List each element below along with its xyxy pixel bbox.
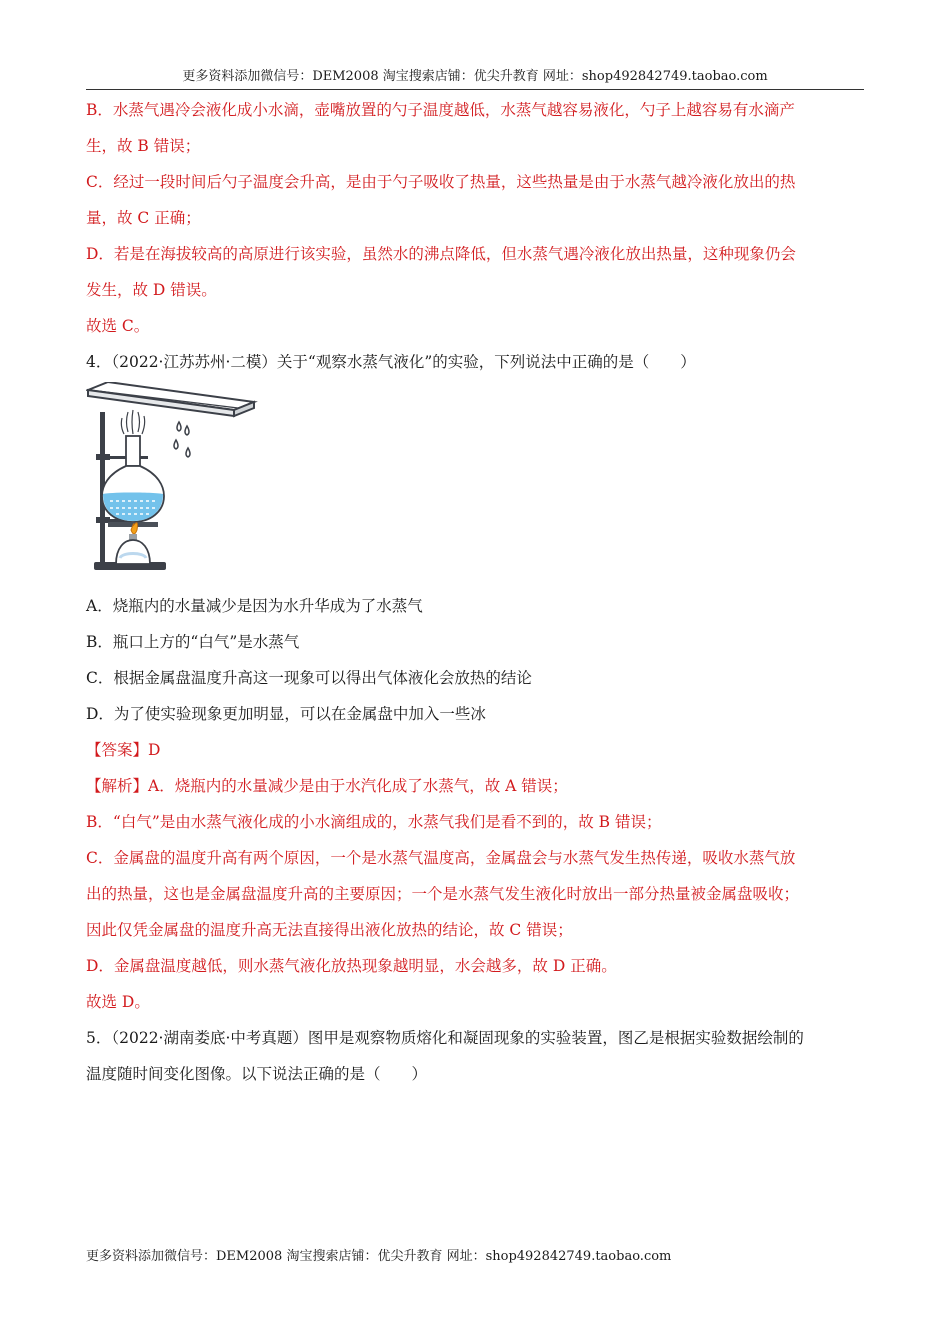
round-bottom-flask — [102, 410, 164, 522]
q4-analysis-c-line1: C．金属盘的温度升高有两个原因，一个是水蒸气温度高，金属盘会与水蒸气发生热传递，吸收水蒸气放 — [86, 849, 796, 867]
analysis-tag: 【解析】 — [86, 777, 149, 795]
q4-analysis-b: B．“白气”是由水蒸气液化成的小水滴组成的，水蒸气我们是看不到的，故 B 错误； — [86, 813, 662, 831]
q5-stem-line2: 温度随时间变化图像。以下说法正确的是（ ） — [86, 1065, 428, 1083]
page-header: 更多资料添加微信号：DEM2008 淘宝搜索店铺：优尖升教育 网址：shop492842749.taobao.com — [86, 66, 864, 90]
liquefaction-apparatus-illustration — [86, 382, 286, 580]
q4-figure-apparatus — [86, 382, 864, 580]
prev-analysis-c-line2: 量，故 C 正确； — [86, 209, 201, 227]
q4-analysis-a-line — [86, 768, 864, 804]
q4-option-a: A．烧瓶内的水量减少是因为水升华成为了水蒸气 — [86, 597, 423, 615]
prev-choice: 故选 C。 — [86, 317, 150, 335]
q4-choice: 故选 D。 — [86, 993, 150, 1011]
page-content — [86, 92, 864, 1092]
prev-analysis-b-line2: 生，故 B 错误； — [86, 137, 201, 155]
q5-stem-line1: 5．（2022·湖南娄底·中考真题）图甲是观察物质熔化和凝固现象的实验装置，图乙是根据实验数据绘制的 — [86, 1029, 804, 1047]
q4-option-b: B．瓶口上方的“白气”是水蒸气 — [86, 633, 300, 651]
prev-analysis-d-line1: D．若是在海拔较高的高原进行该实验，虽然水的沸点降低，但水蒸气遇冷液化放出热量，这种现象仍会 — [86, 245, 796, 263]
q4-option-d: D．为了使实验现象更加明显，可以在金属盘中加入一些冰 — [86, 705, 486, 723]
q4-answer-line — [86, 732, 864, 768]
answer-tag: 【答案】 — [86, 741, 149, 759]
page-footer: 更多资料添加微信号：DEM2008 淘宝搜索店铺：优尖升教育 网址：shop492842749.taobao.com — [86, 1249, 672, 1264]
alcohol-burner — [116, 523, 150, 564]
prev-analysis-d-line2: 发生，故 D 错误。 — [86, 281, 217, 299]
q4-analysis-c-line3: 因此仅凭金属盘的温度升高无法直接得出液化放热的结论，故 C 错误； — [86, 921, 573, 939]
q4-option-c: C．根据金属盘温度升高这一现象可以得出气体液化会放热的结论 — [86, 669, 532, 687]
water-drops — [174, 422, 190, 457]
prev-analysis-c-line1: C．经过一段时间后勺子温度会升高，是由于勺子吸收了热量，这些热量是由于水蒸气越冷液化放出的热 — [86, 173, 796, 191]
q4-analysis-d: D．金属盘温度越低，则水蒸气液化放热现象越明显，水会越多，故 D 正确。 — [86, 957, 617, 975]
q4-analysis-c-line2: 出的热量，这也是金属盘温度升高的主要原因；一个是水蒸气发生液化时放出一部分热量被金属盘吸收； — [86, 885, 800, 903]
metal-tray — [88, 382, 254, 416]
prev-analysis-b-line1: B．水蒸气遇冷会液化成小水滴，壶嘴放置的勺子温度越低，水蒸气越容易液化，勺子上越容易有水滴产 — [86, 101, 795, 119]
q4-stem: 4．（2022·江苏苏州·二模）关于“观察水蒸气液化”的实验，下列说法中正确的是（ ） — [86, 353, 696, 371]
answer-value: D — [148, 741, 161, 759]
analysis-a: A．烧瓶内的水量减少是由于水汽化成了水蒸气，故 A 错误； — [148, 777, 568, 795]
